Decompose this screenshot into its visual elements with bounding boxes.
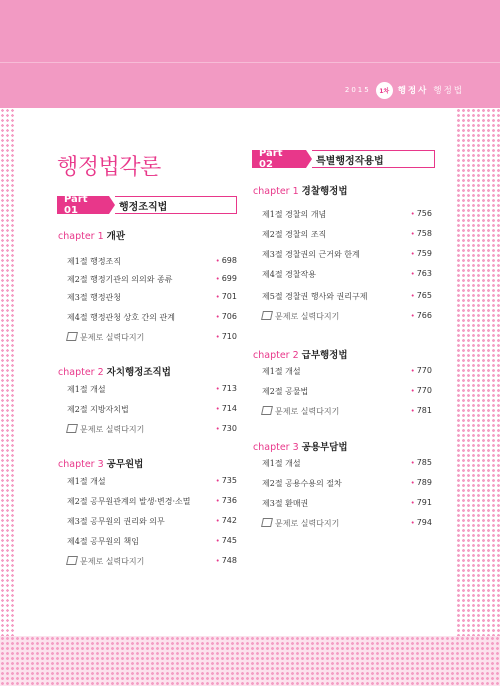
part-header [57, 196, 237, 214]
page-number: • 765 [411, 291, 432, 300]
toc-entry[interactable] [67, 256, 237, 270]
part-name: 특별행정작용법 [312, 150, 435, 168]
page-number: • 770 [411, 386, 432, 395]
practice-icon [66, 332, 78, 341]
entry-text: 문제로 실력다지기 [275, 519, 340, 528]
dot-pattern-bottom [0, 636, 500, 686]
entry-title [262, 291, 367, 302]
practice-icon [66, 424, 78, 433]
entry-title [67, 404, 129, 415]
page-number: • 730 [216, 424, 237, 433]
chapter-heading [58, 456, 143, 470]
chapter-label: chapter 1 [253, 186, 299, 197]
toc-entry[interactable] [67, 516, 237, 530]
review-entry[interactable] [262, 311, 432, 325]
entry-title [67, 292, 121, 303]
main-title: 행정법각론 [57, 155, 161, 180]
page-number: • 794 [411, 518, 432, 527]
page-number: • 735 [216, 476, 237, 485]
chapter-heading [253, 347, 348, 361]
toc-entry[interactable] [262, 209, 432, 223]
entry-title [262, 366, 301, 377]
review-entry[interactable] [262, 406, 432, 420]
toc-entry[interactable] [67, 536, 237, 550]
entry-title [262, 311, 339, 322]
entry-text: 제3절 환매권 [262, 499, 309, 508]
entry-text: 제2절 공용수용의 절차 [262, 479, 342, 488]
entry-text: 제1절 개설 [67, 477, 106, 486]
entry-title [67, 332, 144, 343]
entry-text: 문제로 실력다지기 [80, 333, 145, 342]
entry-text: 제3절 행정관청 [67, 293, 122, 302]
entry-title [67, 384, 106, 395]
page-number: • 785 [411, 458, 432, 467]
toc-entry[interactable] [262, 269, 432, 283]
page-number: • 791 [411, 498, 432, 507]
chapter-label: chapter 2 [253, 350, 299, 361]
chapter-name: 공무원법 [106, 459, 144, 470]
entry-title [67, 274, 172, 285]
toc-entry[interactable] [67, 496, 237, 510]
page-number: • 781 [411, 406, 432, 415]
chapter-heading [58, 364, 171, 378]
page-number: • 698 [216, 256, 237, 265]
toc-entry[interactable] [67, 384, 237, 398]
practice-icon [261, 406, 273, 415]
part-label: Part 02 [252, 150, 306, 168]
toc-entry[interactable] [262, 478, 432, 492]
review-entry[interactable] [262, 518, 432, 532]
entry-title [67, 516, 165, 527]
entry-title [67, 256, 121, 267]
page-number: • 763 [411, 269, 432, 278]
entry-title [262, 386, 308, 397]
entry-text: 제3절 경찰권의 근거와 한계 [262, 250, 360, 259]
header-title: 행정사 [397, 86, 429, 96]
chapter-heading [253, 183, 348, 197]
page-number: • 699 [216, 274, 237, 283]
entry-title [262, 498, 308, 509]
entry-title [262, 269, 316, 280]
chapter-name: 공용부담법 [301, 442, 348, 453]
toc-entry[interactable] [67, 476, 237, 490]
chapter-label: chapter 3 [58, 459, 104, 470]
chapter-heading [253, 439, 348, 453]
entry-title [262, 209, 326, 220]
entry-text: 문제로 실력다지기 [275, 407, 340, 416]
entry-text: 제1절 개설 [262, 459, 301, 468]
page-number: • 766 [411, 311, 432, 320]
toc-entry[interactable] [262, 249, 432, 263]
part-header [252, 150, 435, 168]
review-entry[interactable] [67, 556, 237, 570]
page-number: • 742 [216, 516, 237, 525]
entry-title [67, 312, 175, 323]
toc-entry[interactable] [262, 386, 432, 400]
page-number: • 713 [216, 384, 237, 393]
entry-title [262, 478, 342, 489]
entry-title [67, 424, 144, 435]
entry-title [262, 518, 339, 529]
toc-entry[interactable] [67, 404, 237, 418]
practice-icon [66, 556, 78, 565]
practice-icon [261, 311, 273, 320]
entry-title [262, 249, 360, 260]
entry-text: 제2절 지방자치법 [67, 405, 129, 414]
entry-title [262, 406, 339, 417]
chapter-label: chapter 1 [58, 231, 104, 242]
toc-entry[interactable] [262, 229, 432, 243]
entry-text: 제2절 경찰의 조직 [262, 230, 327, 239]
entry-text: 제4절 경찰작용 [262, 270, 317, 279]
chapter-heading [58, 228, 125, 242]
page-number: • 748 [216, 556, 237, 565]
entry-text: 문제로 실력다지기 [275, 312, 340, 321]
toc-entry[interactable] [262, 458, 432, 472]
dot-pattern-left [0, 108, 16, 638]
page-number: • 758 [411, 229, 432, 238]
page-number: • 714 [216, 404, 237, 413]
page-number: • 701 [216, 292, 237, 301]
header-badge: 1차 [376, 82, 393, 99]
toc-entry[interactable] [67, 312, 237, 326]
toc-entry[interactable] [262, 291, 432, 305]
toc-entry[interactable] [262, 366, 432, 380]
entry-title [67, 556, 144, 567]
page-number: • 770 [411, 366, 432, 375]
page-number: • 759 [411, 249, 432, 258]
page-number: • 756 [411, 209, 432, 218]
entry-text: 제1절 개설 [262, 367, 301, 376]
entry-title [67, 476, 106, 487]
entry-text: 제1절 개설 [67, 385, 106, 394]
entry-title [262, 458, 301, 469]
page-number: • 745 [216, 536, 237, 545]
toc-entry[interactable] [262, 498, 432, 512]
chapter-label: chapter 2 [58, 367, 104, 378]
review-entry[interactable] [67, 424, 237, 438]
practice-icon [261, 518, 273, 527]
entry-text: 제5절 경찰권 행사와 권리구제 [262, 292, 368, 301]
entry-text: 제2절 공물법 [262, 387, 309, 396]
page-number: • 706 [216, 312, 237, 321]
chapter-name: 자치행정조직법 [106, 367, 171, 378]
review-entry[interactable] [67, 332, 237, 346]
dot-pattern-right [456, 108, 500, 638]
page-number: • 789 [411, 478, 432, 487]
chapter-name: 개관 [106, 231, 125, 242]
header-subject: 행정법 [433, 86, 464, 96]
band-rule [0, 62, 500, 63]
part-label: Part 01 [57, 196, 109, 214]
entry-text: 문제로 실력다지기 [80, 557, 145, 566]
entry-text: 제2절 행정기관의 의의와 종류 [67, 275, 173, 284]
entry-title [67, 536, 139, 547]
running-header [345, 82, 464, 98]
chapter-name: 급부행정법 [301, 350, 348, 361]
chapter-name: 경찰행정법 [301, 186, 348, 197]
part-name: 행정조직법 [115, 196, 237, 214]
entry-text: 제4절 공무원의 책임 [67, 537, 139, 546]
entry-text: 제4절 행정관청 상호 간의 관계 [67, 313, 175, 322]
entry-text: 제1절 행정조직 [67, 257, 122, 266]
entry-text: 제3절 공무원의 권리와 의무 [67, 517, 165, 526]
entry-title [67, 496, 190, 507]
chapter-label: chapter 3 [253, 442, 299, 453]
entry-title [262, 229, 326, 240]
entry-text: 제1절 경찰의 개념 [262, 210, 327, 219]
page-number: • 710 [216, 332, 237, 341]
entry-text: 문제로 실력다지기 [80, 425, 145, 434]
toc-entry[interactable] [67, 274, 237, 288]
entry-text: 제2절 공무원관계의 발생·변경·소멸 [67, 497, 191, 506]
toc-entry[interactable] [67, 292, 237, 306]
page-number: • 736 [216, 496, 237, 505]
header-year: 2015 [344, 86, 371, 94]
